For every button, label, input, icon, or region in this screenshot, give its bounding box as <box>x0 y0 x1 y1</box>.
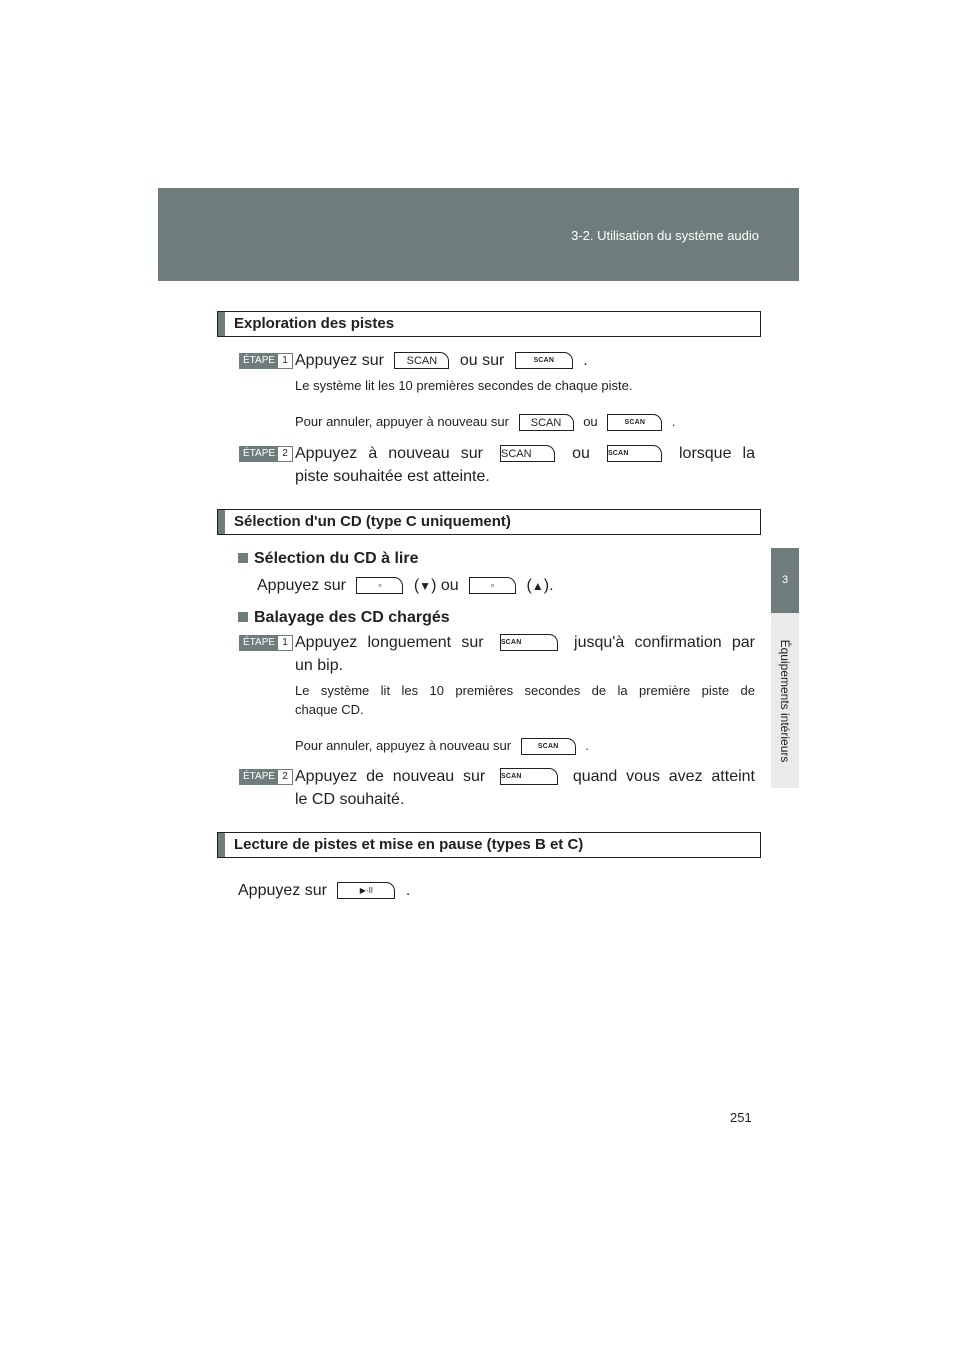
step-text: un bip. <box>295 657 344 674</box>
triangle-down-icon: ▼ <box>419 579 432 593</box>
step-text: le CD souhaité. <box>295 791 405 808</box>
section-title-exploration: Exploration des pistes <box>217 311 761 337</box>
chapter-header <box>158 188 799 281</box>
section-title-cd-selection: Sélection d'un CD (type C uniquement) <box>217 509 761 535</box>
scan-button: SCAN <box>500 768 558 785</box>
step-badge: ÉTAPE 2 <box>239 769 293 785</box>
chapter-title: 3-2. Utilisation du système audio <box>571 228 759 243</box>
note-text: Le système lit les 10 premières secondes de la première piste de <box>295 683 755 698</box>
scan-button: SCAN <box>500 634 558 651</box>
chapter-tab-label: Équipements intérieurs <box>778 639 792 762</box>
square-bullet-icon <box>238 553 248 563</box>
step-badge: ÉTAPE 2 <box>239 446 293 462</box>
scan-button: SCAN <box>515 352 573 369</box>
page-number: 251 <box>730 1110 752 1125</box>
triangle-up-icon: ▲ <box>531 579 544 593</box>
scan-button: SCAN <box>500 445 555 462</box>
scan-button: SCAN <box>607 445 662 462</box>
scan-button: SCAN <box>519 414 574 431</box>
step-text: Appuyez sur SCAN ou sur SCAN . <box>295 352 588 369</box>
note-text: Le système lit les 10 premières secondes de chaque piste. <box>295 378 633 393</box>
note-text: Pour annuler, appuyez à nouveau sur SCAN . <box>295 738 589 755</box>
note-text: Pour annuler, appuyer à nouveau sur SCAN ou SCAN . <box>295 414 676 430</box>
chapter-tab <box>771 613 799 788</box>
section-title-play-pause: Lecture de pistes et mise en pause (types B et C) <box>217 832 761 858</box>
scan-button: SCAN <box>607 414 662 431</box>
square-bullet-icon <box>238 612 248 622</box>
disc-up-button: ◦ <box>469 577 516 594</box>
disc-down-button: ◦ <box>356 577 403 594</box>
subheading: Balayage des CD chargés <box>238 609 450 627</box>
scan-button: SCAN <box>394 352 449 369</box>
step-text: piste souhaitée est atteinte. <box>295 468 490 485</box>
instruction-text: Appuyez sur ▶·II . <box>238 882 411 899</box>
step-text: Appuyez longuement sur SCAN jusqu'à confirmation par <box>295 634 755 651</box>
scan-button: SCAN <box>521 738 576 755</box>
instruction-text: Appuyez sur ◦ (▼) ou ◦ (▲). <box>257 577 554 594</box>
step-badge: ÉTAPE 1 <box>239 353 293 369</box>
subheading: Sélection du CD à lire <box>238 550 418 568</box>
step-badge: ÉTAPE 1 <box>239 635 293 651</box>
note-text: chaque CD. <box>295 702 364 717</box>
chapter-tab-number: 3 <box>771 548 799 613</box>
step-text: Appuyez de nouveau sur SCAN quand vous avez atteint <box>295 768 755 785</box>
step-text: Appuyez à nouveau sur SCAN ou SCAN lorsque la <box>295 445 755 462</box>
play-pause-button: ▶·II <box>337 882 395 899</box>
